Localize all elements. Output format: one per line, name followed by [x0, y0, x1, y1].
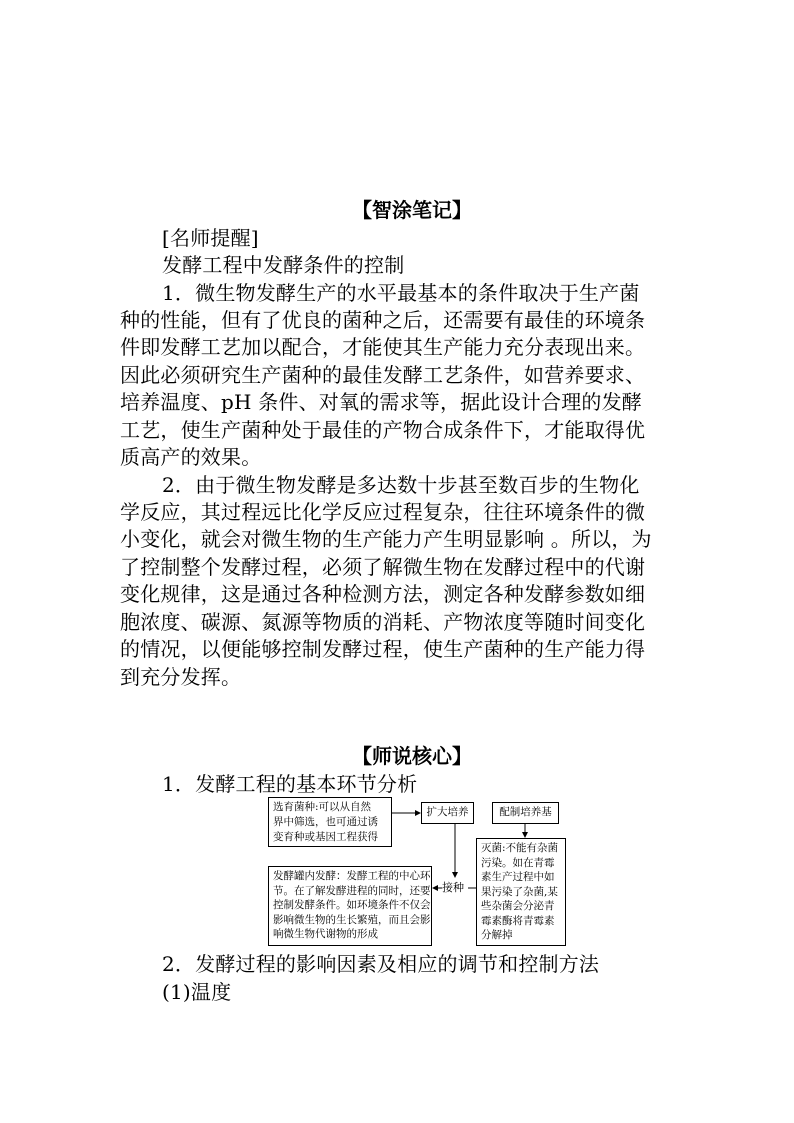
section1-title: 【智涂笔记】	[352, 198, 472, 222]
paragraph-2-line: 胞浓度、碳源、氮源等物质的消耗、产物浓度等随时间变化	[120, 610, 646, 634]
sterilize-line: 些杂菌会分泌青	[481, 900, 555, 912]
paragraph-2-line: 2．由于微生物发酵是多达数十步甚至数百步的生物化	[162, 473, 640, 497]
paragraph-2-line: 到充分发挥。	[120, 665, 242, 689]
sterilize-line: 素生产过程中如	[481, 871, 555, 883]
paragraph-2-line: 了控制整个发酵过程，必须了解微生物在发酵过程中的代谢	[120, 555, 646, 579]
section1-subtitle: 发酵工程中发酵条件的控制	[162, 253, 405, 277]
section2-item3: (1)温度	[162, 980, 232, 1004]
fermentation-line: 发酵罐内发酵：发酵工程的中心环	[273, 870, 431, 882]
select-strain-line: 界中筛选，也可通过诱	[273, 816, 378, 828]
paragraph-1-line: 质高产的效果。	[120, 445, 262, 469]
paragraph-2-line: 小变化，就会对微生物的生产能力产生明显影响 。所以，为	[120, 527, 652, 551]
expand-culture-box: 扩大培养	[421, 802, 474, 824]
paragraph-2-line: 变化规律，这是通过各种检测方法，测定各种发酵参数如细	[120, 582, 646, 606]
sterilize-line: 霉素酶将青霉素	[481, 914, 555, 927]
fermentation-line: 节。在了解发酵进程的同时，还要	[273, 884, 431, 897]
paragraph-1-line: 因此必须研究生产菌种的最佳发酵工艺条件，如营养要求、	[120, 363, 646, 387]
paragraph-1-line: 工艺，使生产菌种处于最佳的产物合成条件下，才能取得优	[120, 418, 646, 442]
section2-title: 【师说核心】	[352, 744, 472, 768]
inoculate-label: 接种	[442, 881, 464, 894]
sterilize-line: 灭菌:不能有杂菌	[481, 842, 559, 854]
paragraph-1-line: 件即发酵工艺加以配合，才能使其生产能力充分表现出来。	[120, 335, 646, 359]
section2-item1: 1．发酵工程的基本环节分析	[162, 772, 418, 796]
paragraph-1-line: 种的性能，但有了优良的菌种之后，还需要有最佳的环境条	[120, 308, 646, 332]
sterilize-line: 污染。如在青霉	[481, 856, 555, 869]
fermentation-line: 影响微生物的生长繁殖，而且会影	[273, 913, 431, 926]
paragraph-2-line: 学反应，其过程远比化学反应过程复杂，往往环境条件的微	[120, 500, 646, 524]
fermentation-line: 控制发酵条件。如环境条件不仅会	[273, 899, 431, 911]
sterilize-line: 果污染了杂菌,某	[481, 885, 558, 898]
sterilize-line: 分解掉	[481, 929, 513, 941]
paragraph-2-line: 的情况，以便能够控制发酵过程，使生产菌种的生产能力得	[120, 637, 646, 661]
select-strain-line: 变育种或基因工程获得	[273, 831, 378, 843]
prepare-medium-box: 配制培养基	[492, 802, 559, 824]
section1-tag: [名师提醒]	[162, 226, 259, 250]
select-strain-line: 选育菌种:可以从自然	[273, 801, 372, 813]
paragraph-1-line: 1．微生物发酵生产的水平最基本的条件取决于生产菌	[162, 281, 640, 305]
paragraph-1-line: 培养温度、pH 条件、对氧的需求等，据此设计合理的发酵	[120, 390, 643, 414]
fermentation-line: 响微生物代谢物的形成	[273, 928, 378, 940]
section2-item2: 2．发酵过程的影响因素及相应的调节和控制方法	[162, 952, 600, 976]
